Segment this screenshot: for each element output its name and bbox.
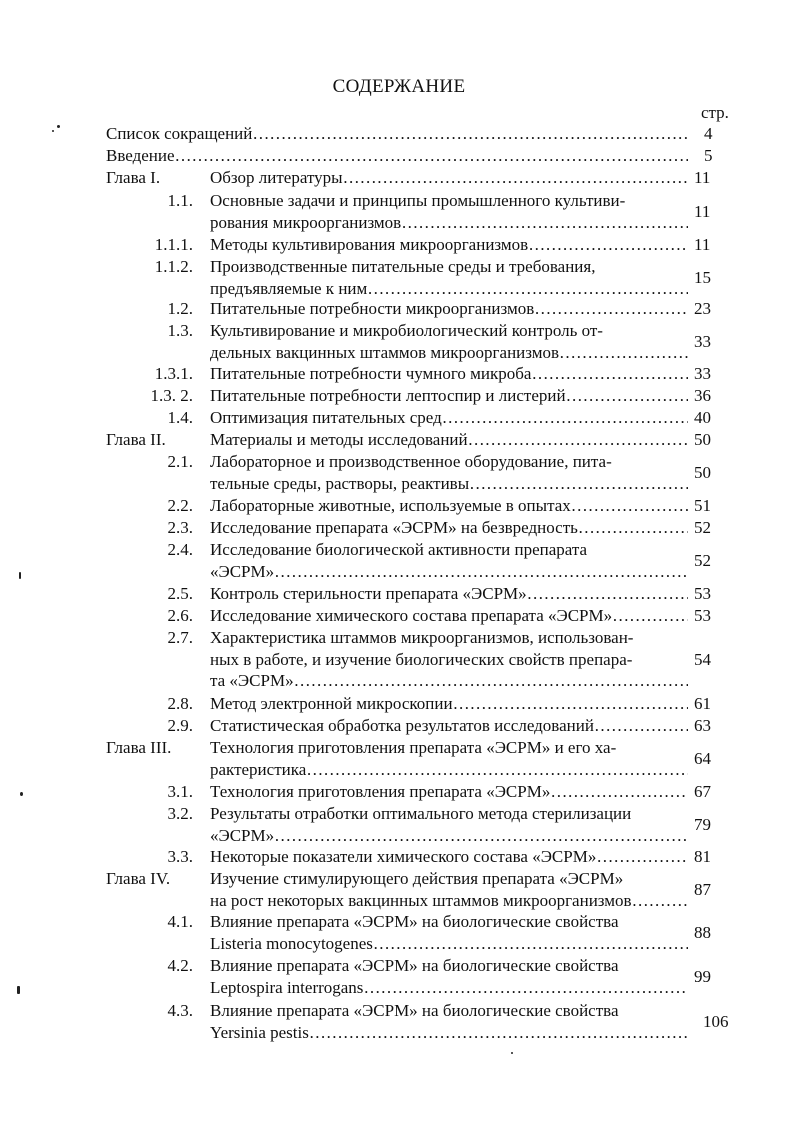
toc-entry-title xyxy=(210,693,688,715)
toc-entry-line: Listeria monocytogenes …………………………………………………………………………………………………………………………………………… xyxy=(210,933,688,955)
toc-entry-title xyxy=(210,363,688,385)
toc-entry-page: 51 xyxy=(694,496,711,515)
toc-entry-title xyxy=(210,803,688,846)
toc-entry-line: Технология приготовления препарата «ЭСРМ» и его ха- xyxy=(210,738,617,757)
toc-entry-number: 4.1. xyxy=(167,912,193,931)
toc-entry-page: 40 xyxy=(694,408,711,427)
toc-entry-line: Статистическая обработка результатов исследований …………………………………………………………………………………………………………………………………………… xyxy=(210,715,688,737)
toc-entry-title xyxy=(210,955,688,998)
toc-entry-page: 50 xyxy=(694,430,711,449)
toc-entry-page: 4 xyxy=(704,124,713,143)
toc-entry-title xyxy=(106,145,688,167)
toc-entry-title xyxy=(210,167,688,189)
toc-entry-line: Некоторые показатели химического состава «ЭСРМ» …………………………………………………………………………………………………………………………………………… xyxy=(210,846,688,868)
toc-entry-line: Питательные потребности лептоспир и листерий …………………………………………………………………………………………………………………………………………… xyxy=(210,385,688,407)
toc-entry-line: рактеристика …………………………………………………………………………………………………………………………………………… xyxy=(210,759,688,781)
toc-entry-title xyxy=(210,715,688,737)
toc-entry-page: 33 xyxy=(694,331,711,351)
toc-entry-title xyxy=(210,256,688,299)
toc-entry-line: Влияние препарата «ЭСРМ» на биологические свойства xyxy=(210,912,619,931)
toc-entry-line: Оптимизация питательных сред …………………………………………………………………………………………………………………………………………… xyxy=(210,407,688,429)
toc-entry-title xyxy=(210,495,688,517)
toc-entry-page: 87 xyxy=(694,879,711,899)
page-title: СОДЕРЖАНИЕ xyxy=(332,76,466,97)
toc-entry-line: Изучение стимулирующего действия препарата «ЭСРМ» xyxy=(210,869,624,888)
toc-entry-line: ных в работе, и изучение биологических свойств препара- xyxy=(210,649,633,669)
toc-entry-number: 2.8. xyxy=(167,694,193,713)
toc-entry-line: Питательные потребности микроорганизмов …………………………………………………………………………………………………………………………………………… xyxy=(210,298,688,320)
toc-entry-number: 3.3. xyxy=(167,847,193,866)
toc-entry-title xyxy=(210,234,688,256)
toc-entry-title xyxy=(210,407,688,429)
toc-entry-title xyxy=(210,298,688,320)
toc-entry-line: Питательные потребности чумного микроба …………………………………………………………………………………………………………………………………………… xyxy=(210,363,688,385)
toc-entry-line: Влияние препарата «ЭСРМ» на биологические свойства xyxy=(210,1001,619,1020)
toc-entry-page: 54 xyxy=(694,649,711,669)
toc-entry-number: 2.2. xyxy=(167,496,193,515)
toc-entry-line: Характеристика штаммов микроорганизмов, использован- xyxy=(210,628,634,647)
toc-entry-title xyxy=(210,385,688,407)
toc-entry-line: рования микроорганизмов …………………………………………………………………………………………………………………………………………… xyxy=(210,212,688,234)
toc-entry-line: Yersinia pestis …………………………………………………………………………………………………………………………………………… xyxy=(210,1022,688,1044)
toc-entry-page: 36 xyxy=(694,386,711,405)
toc-entry-line: Список сокращений …………………………………………………………………………………………………………………………………………… xyxy=(106,123,688,145)
toc-entry-number: 2.7. xyxy=(167,628,193,647)
toc-entry-number: 1.2. xyxy=(167,299,193,318)
toc-entry-line: предъявляемые к ним …………………………………………………………………………………………………………………………………………… xyxy=(210,278,688,300)
toc-entry-line: «ЭСРМ» …………………………………………………………………………………………………………………………………………… xyxy=(210,561,688,583)
toc-entry-number: 4.3. xyxy=(167,1001,193,1020)
toc-entry-number: 2.3. xyxy=(167,518,193,537)
toc-entry-number: Глава II. xyxy=(106,430,166,449)
toc-entry-page: 106 xyxy=(703,1011,729,1031)
toc-entry-line: Исследование химического состава препарата «ЭСРМ» …………………………………………………………………………………………………………………………………………… xyxy=(210,605,688,627)
toc-entry-line: Влияние препарата «ЭСРМ» на биологические свойства xyxy=(210,956,619,975)
page-column-label: стр. xyxy=(701,103,729,122)
toc-entry-page: 79 xyxy=(694,814,711,834)
toc-entry-page: 5 xyxy=(704,146,713,165)
toc-entry-line: Технология приготовления препарата «ЭСРМ» …………………………………………………………………………………………………………………………………………… xyxy=(210,781,688,803)
toc-entry-title xyxy=(210,451,688,494)
scan-speck xyxy=(20,792,23,796)
toc-entry-page: 11 xyxy=(694,201,711,221)
toc-entry-title xyxy=(210,627,688,692)
toc-entry-page: 11 xyxy=(694,235,711,254)
toc-entry-number: 1.1.2. xyxy=(154,257,193,276)
toc-entry-number: 1.1.1. xyxy=(154,235,193,254)
toc-entry-line: Исследование препарата «ЭСРМ» на безвредность …………………………………………………………………………………………………………………………………………… xyxy=(210,517,688,539)
toc-entry-title xyxy=(210,1000,688,1043)
toc-entry-line: Leptospira interrogans …………………………………………………………………………………………………………………………………………… xyxy=(210,977,688,999)
toc-entry-page: 52 xyxy=(694,550,711,570)
toc-entry-line: Основные задачи и принципы промышленного культиви- xyxy=(210,191,626,210)
toc-entry-number: 1.1. xyxy=(167,191,193,210)
scan-speck xyxy=(52,130,54,132)
toc-entry-page: 53 xyxy=(694,584,711,603)
toc-entry-title xyxy=(210,583,688,605)
toc-entry-line: Лабораторные животные, используемые в опытах …………………………………………………………………………………………………………………………………………… xyxy=(210,495,688,517)
toc-entry-line: Результаты отработки оптимального метода стерилизации xyxy=(210,804,632,823)
toc-entry-title xyxy=(210,190,688,233)
toc-entry-title xyxy=(106,123,688,145)
toc-entry-number: 1.3.1. xyxy=(154,364,193,383)
toc-entry-line: Контроль стерильности препарата «ЭСРМ» …………………………………………………………………………………………………………………………………………… xyxy=(210,583,688,605)
toc-entry-line: дельных вакцинных штаммов микроорганизмов …………………………………………………………………………………………………………………………………………… xyxy=(210,342,688,364)
toc-entry-number: 2.5. xyxy=(167,584,193,603)
toc-entry-page: 99 xyxy=(694,966,711,986)
toc-entry-line: Исследование биологической активности препарата xyxy=(210,540,588,559)
toc-entry-page: 52 xyxy=(694,518,711,537)
toc-entry-page: 61 xyxy=(694,694,711,713)
toc-entry-page: 33 xyxy=(694,364,711,383)
toc-entry-number: 1.3. 2. xyxy=(150,386,193,405)
scan-speck xyxy=(19,572,21,579)
toc-entry-line: Методы культивирования микроорганизмов …………………………………………………………………………………………………………………………………………… xyxy=(210,234,688,256)
toc-entry-title xyxy=(210,846,688,868)
toc-entry-page: 64 xyxy=(694,748,711,768)
toc-entry-line: Лабораторное и производственное оборудование, пита- xyxy=(210,452,612,471)
toc-entry-number: Глава III. xyxy=(106,738,172,757)
toc-entry-number: 1.4. xyxy=(167,408,193,427)
toc-entry-number: 3.1. xyxy=(167,782,193,801)
toc-entry-number: Глава IV. xyxy=(106,869,171,888)
toc-entry-page: 11 xyxy=(694,168,711,187)
toc-entry-line: Введение …………………………………………………………………………………………………………………………………………… xyxy=(106,145,688,167)
toc-entry-title xyxy=(210,517,688,539)
toc-entry-line: «ЭСРМ» …………………………………………………………………………………………………………………………………………… xyxy=(210,825,688,847)
toc-entry-line: на рост некоторых вакцинных штаммов микроорганизмов …………………………………………………………………………………………………………………………………………… xyxy=(210,890,688,912)
toc-entry-page: 23 xyxy=(694,299,711,318)
toc-entry-page: 50 xyxy=(694,462,711,482)
toc-entry-title xyxy=(210,539,688,582)
toc-entry-line: Культивирование и микробиологический контроль от- xyxy=(210,321,603,340)
toc-entry-line: тельные среды, растворы, реактивы …………………………………………………………………………………………………………………………………………… xyxy=(210,473,688,495)
toc-entry-title xyxy=(210,429,688,451)
toc-entry-line: Обзор литературы …………………………………………………………………………………………………………………………………………… xyxy=(210,167,688,189)
toc-entry-number: 2.9. xyxy=(167,716,193,735)
toc-entry-line: Материалы и методы исследований …………………………………………………………………………………………………………………………………………… xyxy=(210,429,688,451)
toc-entry-line: та «ЭСРМ» …………………………………………………………………………………………………………………………………………… xyxy=(210,670,688,692)
toc-entry-number: 2.6. xyxy=(167,606,193,625)
scan-speck xyxy=(511,1052,513,1054)
toc-entry-number: Глава I. xyxy=(106,168,161,187)
toc-entry-title xyxy=(210,737,688,780)
toc-entry-number: 1.3. xyxy=(167,321,193,340)
toc-entry-number: 3.2. xyxy=(167,804,193,823)
toc-entry-title xyxy=(210,781,688,803)
toc-entry-line: Производственные питательные среды и требования, xyxy=(210,257,596,276)
toc-entry-page: 63 xyxy=(694,716,711,735)
toc-entry-page: 88 xyxy=(694,922,711,942)
toc-entry-number: 2.1. xyxy=(167,452,193,471)
toc-entry-number: 2.4. xyxy=(167,540,193,559)
toc-entry-number: 4.2. xyxy=(167,956,193,975)
toc-entry-title xyxy=(210,605,688,627)
toc-entry-line: Метод электронной микроскопии …………………………………………………………………………………………………………………………………………… xyxy=(210,693,688,715)
toc-entry-page: 81 xyxy=(694,847,711,866)
scan-speck xyxy=(17,986,20,994)
toc-entry-page: 67 xyxy=(694,782,711,801)
scan-speck xyxy=(57,125,60,128)
toc-entry-title xyxy=(210,320,688,363)
toc-entry-title xyxy=(210,868,688,911)
toc-entry-page: 53 xyxy=(694,606,711,625)
toc-entry-page: 15 xyxy=(694,267,711,287)
toc-entry-title xyxy=(210,911,688,954)
